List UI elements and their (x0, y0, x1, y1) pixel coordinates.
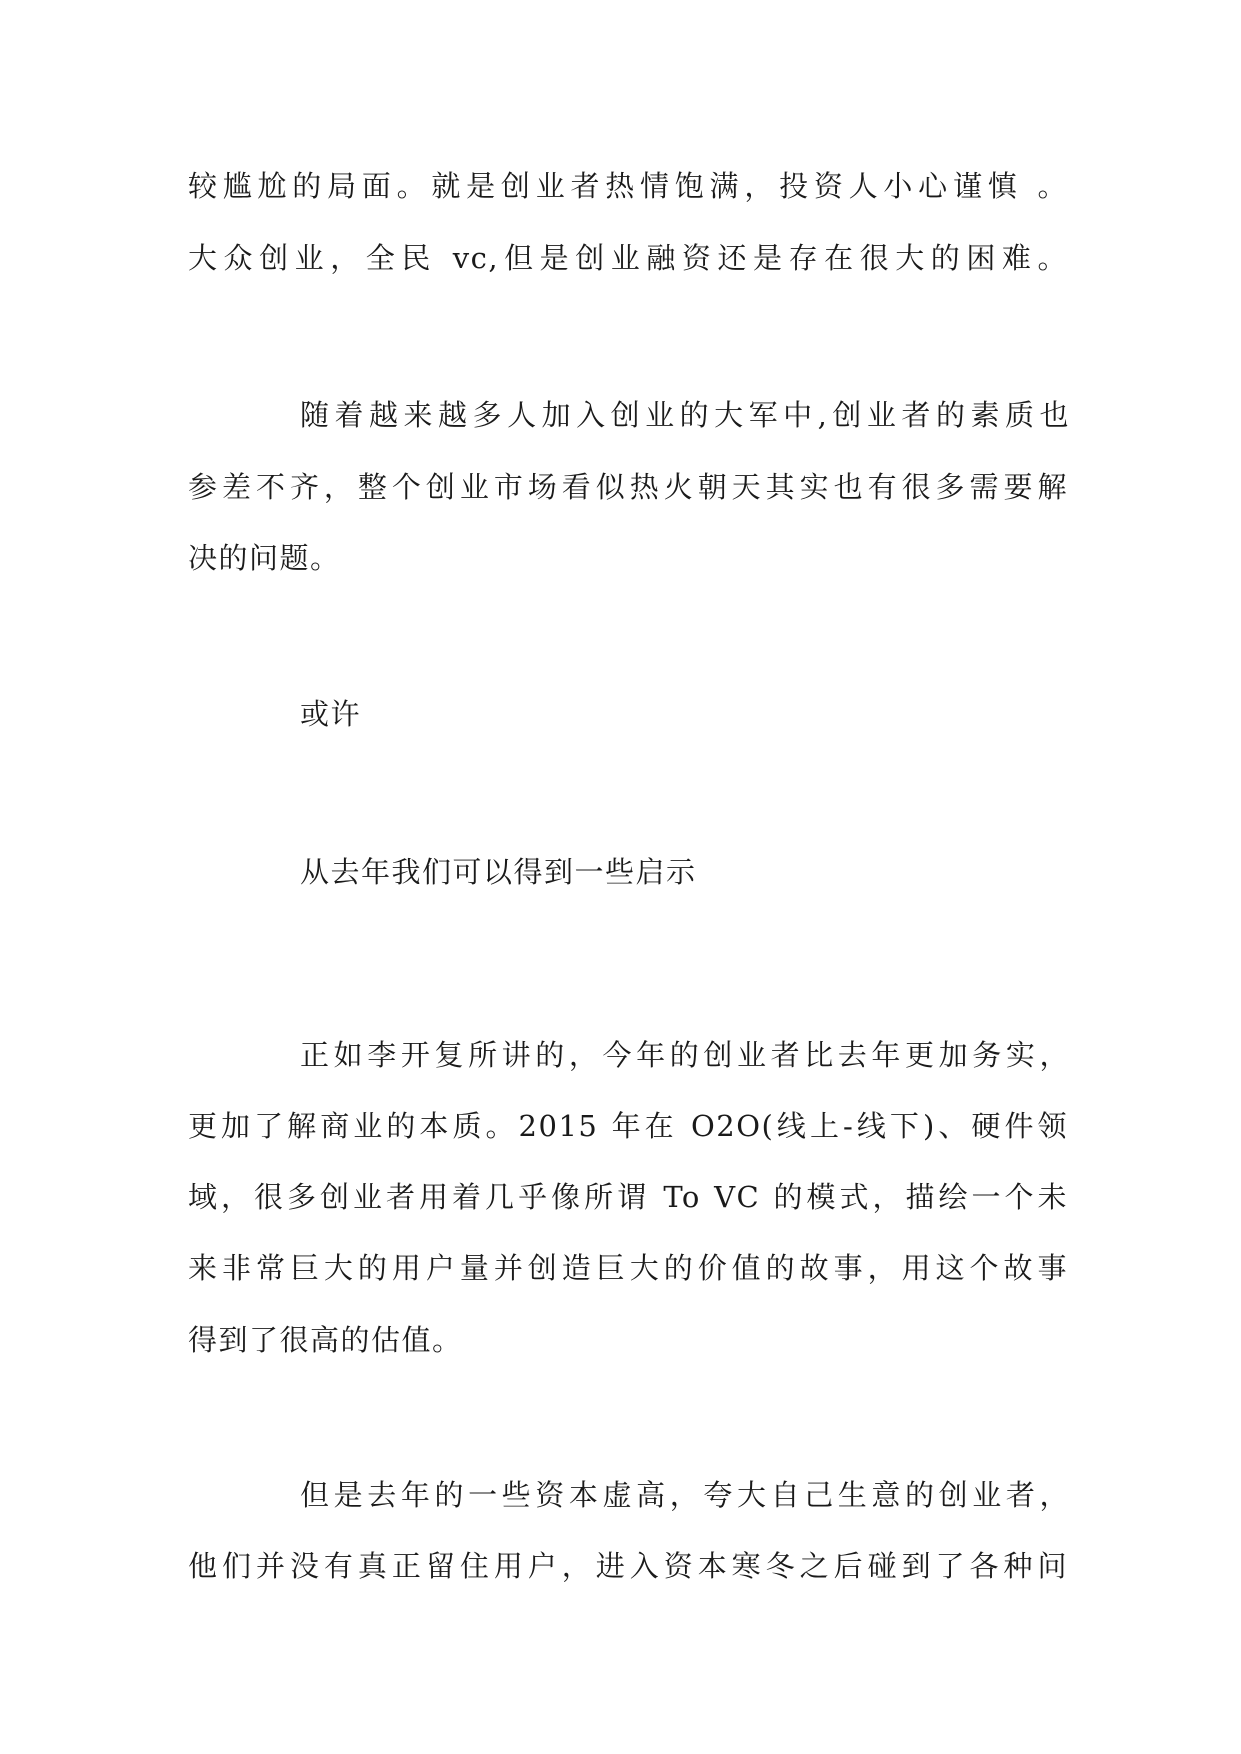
paragraph-1-line-2: 大众创业，全民 vc,但是创业融资还是存在很大的困难。 (188, 241, 1068, 275)
paragraph-5-line-1: 正如李开复所讲的，今年的创业者比去年更加务实， (300, 1038, 1070, 1072)
paragraph-6-line-2: 他们并没有真正留住用户，进入资本寒冬之后碰到了各种问 (188, 1549, 1068, 1583)
paragraph-3-line-1: 或许 (300, 697, 362, 731)
paragraph-5-line-2: 更加了解商业的本质。2015 年在 O2O(线上-线下)、硬件领 (188, 1109, 1068, 1143)
paragraph-2-line-1: 随着越来越多人加入创业的大军中,创业者的素质也 (300, 398, 1070, 432)
paragraph-2-line-2: 参差不齐，整个创业市场看似热火朝天其实也有很多需要解 (188, 470, 1068, 504)
paragraph-6-line-1: 但是去年的一些资本虚高，夸大自己生意的创业者， (300, 1478, 1070, 1512)
paragraph-1-line-1: 较尴尬的局面。就是创业者热情饱满，投资人小心谨慎 。 (188, 169, 1068, 203)
paragraph-5-line-5: 得到了很高的估值。 (188, 1323, 463, 1357)
paragraph-5-line-3: 域，很多创业者用着几乎像所谓 To VC 的模式，描绘一个未 (188, 1180, 1068, 1214)
paragraph-5-line-4: 来非常巨大的用户量并创造巨大的价值的故事，用这个故事 (188, 1251, 1068, 1285)
paragraph-2-line-3: 决的问题。 (188, 541, 341, 575)
paragraph-4-line-1: 从去年我们可以得到一些启示 (300, 855, 697, 889)
